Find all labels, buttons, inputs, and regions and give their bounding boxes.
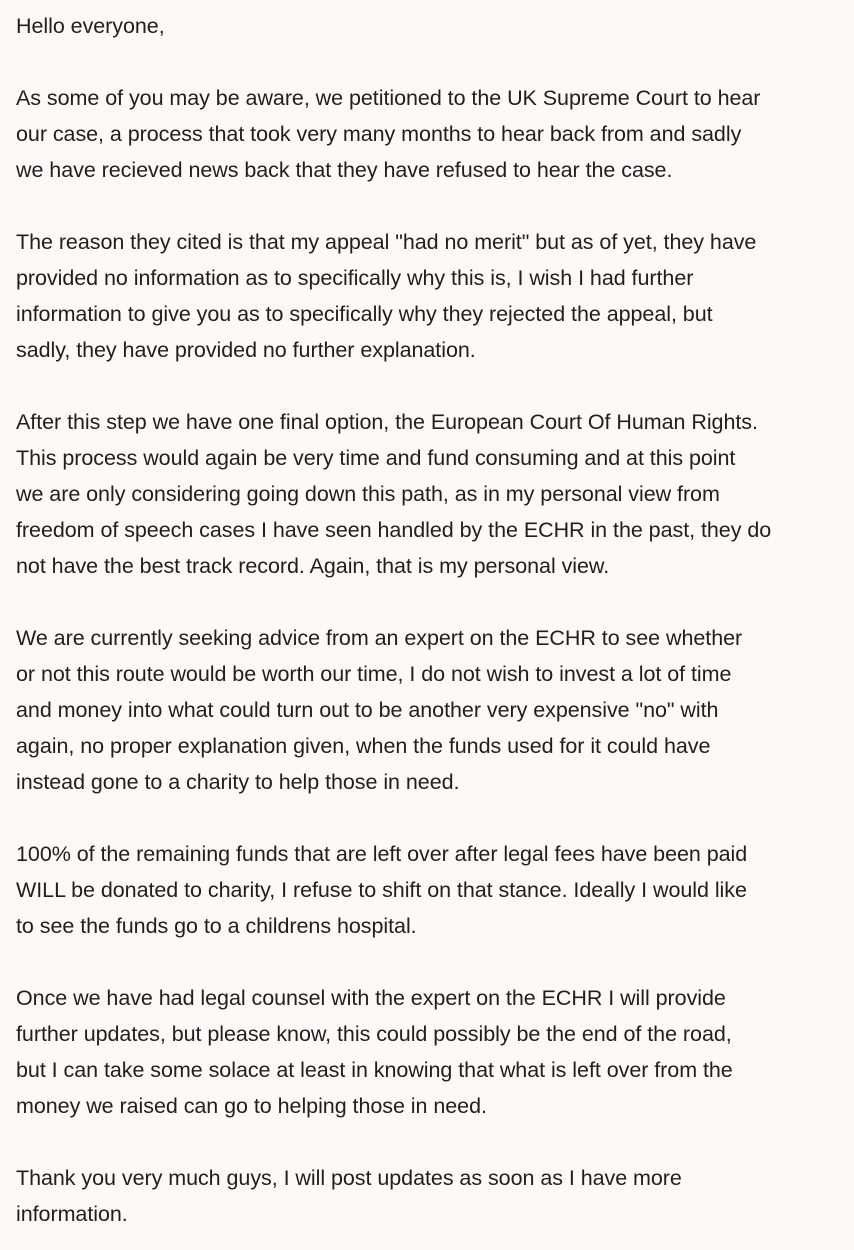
- update-line: instead gone to a charity to help those in need.: [16, 770, 460, 794]
- update-line: not have the best track record. Again, that is my personal view.: [16, 554, 610, 578]
- update-line: provided no information as to specifically why this is, I wish I had further: [16, 266, 694, 290]
- update-paragraph-charity: [16, 836, 854, 944]
- update-paragraph-supreme-court: [16, 80, 854, 188]
- update-line: further updates, but please know, this could possibly be the end of the road,: [16, 1022, 732, 1046]
- update-line: we have recieved news back that they have refused to hear the case.: [16, 158, 673, 182]
- update-line: again, no proper explanation given, when the funds used for it could have: [16, 734, 711, 758]
- update-line: This process would again be very time and fund consuming and at this point: [16, 446, 736, 470]
- update-line: money we raised can go to helping those in need.: [16, 1094, 487, 1118]
- update-line: and money into what could turn out to be another very expensive "no" with: [16, 698, 719, 722]
- update-paragraph-expert-advice: [16, 620, 854, 800]
- update-line: Hello everyone,: [16, 14, 165, 38]
- update-line: but I can take some solace at least in knowing that what is left over from the: [16, 1058, 733, 1082]
- update-line: We are currently seeking advice from an expert on the ECHR to see whether: [16, 626, 743, 650]
- update-line: Thank you very much guys, I will post updates as soon as I have more: [16, 1166, 682, 1190]
- update-paragraph-thanks: [16, 1160, 854, 1232]
- update-line: WILL be donated to charity, I refuse to shift on that stance. Ideally I would like: [16, 878, 747, 902]
- update-paragraph-next-steps: [16, 980, 854, 1124]
- update-line: As some of you may be aware, we petitioned to the UK Supreme Court to hear: [16, 86, 761, 110]
- update-line: to see the funds go to a childrens hospital.: [16, 914, 417, 938]
- update-line: 100% of the remaining funds that are left over after legal fees have been paid: [16, 842, 748, 866]
- update-line: we are only considering going down this path, as in my personal view from: [16, 482, 720, 506]
- update-line: our case, a process that took very many months to hear back from and sadly: [16, 122, 742, 146]
- update-line: or not this route would be worth our time, I do not wish to invest a lot of time: [16, 662, 732, 686]
- update-line: information to give you as to specifically why they rejected the appeal, but: [16, 302, 713, 326]
- update-paragraph-reason: [16, 224, 854, 368]
- update-line: Once we have had legal counsel with the expert on the ECHR I will provide: [16, 986, 726, 1010]
- update-line: The reason they cited is that my appeal "had no merit" but as of yet, they have: [16, 230, 757, 254]
- update-line: sadly, they have provided no further explanation.: [16, 338, 476, 362]
- update-line: freedom of speech cases I have seen handled by the ECHR in the past, they do: [16, 518, 772, 542]
- update-paragraph-echr-option: [16, 404, 854, 584]
- update-line: After this step we have one final option, the European Court Of Human Rights.: [16, 410, 758, 434]
- update-paragraph-greeting: [16, 8, 854, 44]
- update-line: information.: [16, 1202, 128, 1226]
